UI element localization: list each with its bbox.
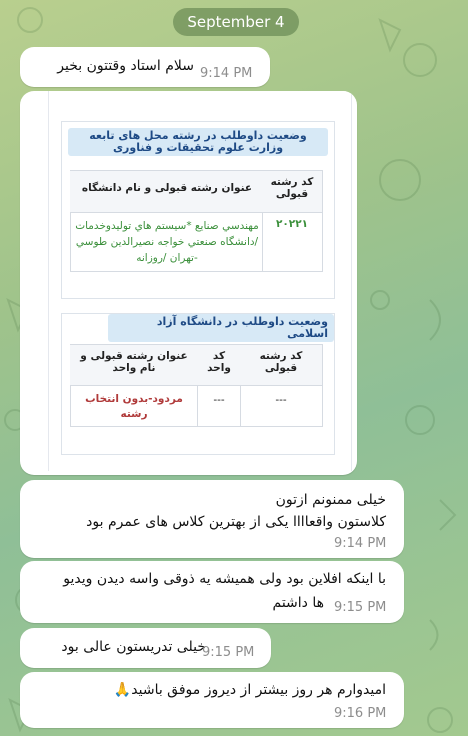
panel-ministry-title (68, 128, 328, 156)
header-cell: کد واحد (207, 350, 231, 374)
panel-azad-result (61, 313, 335, 455)
message-text: خیلی تدریستون عالی بود (61, 639, 206, 655)
table-border (322, 344, 323, 426)
message-time: 9:15 PM (334, 600, 387, 615)
message-time: 9:14 PM (200, 66, 253, 81)
table-cell: --- (213, 394, 225, 406)
table-border (70, 426, 323, 427)
message-bubble[interactable] (20, 561, 404, 623)
table-cell: مهندسي صنايع *سيستم هاي توليدوخدمات /دانشگاه صنعتي خواجه نصيرالدين طوسي -تهران /روزانه (75, 220, 259, 264)
message-bubble[interactable] (20, 672, 404, 728)
message-text-line: با اینکه افلاین بود ولی همیشه یه ذوقی واسه دیدن ویدیو (63, 571, 386, 587)
message-text-line: ها داشتم (272, 595, 324, 611)
panel-azad-title: وضعیت داوطلب در دانشگاه آزاد اسلامی (108, 314, 334, 342)
message-text: سلام استاد وقتتون بخیر (57, 58, 194, 74)
table-cell: ۲۰۲۲۱ (275, 218, 309, 230)
header-cell: کد رشته قبولی (270, 176, 314, 200)
table-border (70, 271, 323, 272)
panel-ministry-title-line1: وضعیت داوطلب در رشته محل های تابعه (89, 129, 307, 142)
header-cell: کد رشته قبولی (259, 350, 303, 374)
message-text-line: کلاستون واقعاااا یکی از بهترین کلاس های عمرم بود (86, 514, 386, 530)
message-bubble[interactable] (20, 628, 271, 668)
message-bubble[interactable] (20, 47, 270, 87)
date-separator: September 4 (173, 8, 299, 36)
table-border (322, 170, 323, 272)
table-cell: مردود-بدون انتخاب رشته (85, 393, 183, 420)
table-border (70, 212, 323, 213)
message-time: 9:14 PM (334, 536, 387, 551)
message-bubble[interactable] (20, 480, 404, 558)
table-cell: --- (275, 394, 287, 406)
header-cell: عنوان رشته قبولی و نام دانشگاه (81, 182, 253, 194)
panel-ministry-title-line2: وزارت علوم تحقیقات و فناوری (112, 141, 284, 154)
panel-ministry-result (61, 121, 335, 299)
admission-result-screenshot (48, 91, 352, 471)
message-time: 9:16 PM (334, 706, 387, 721)
header-cell: عنوان رشته قبولی و نام واحد (80, 350, 188, 374)
image-message[interactable] (20, 91, 357, 475)
message-text: امیدوارم هر روز بیشتر از دیروز موفق باشید🙏 (113, 682, 386, 698)
message-text-line: خیلی ممنونم ازتون (275, 492, 386, 508)
message-time: 9:15 PM (202, 645, 255, 660)
